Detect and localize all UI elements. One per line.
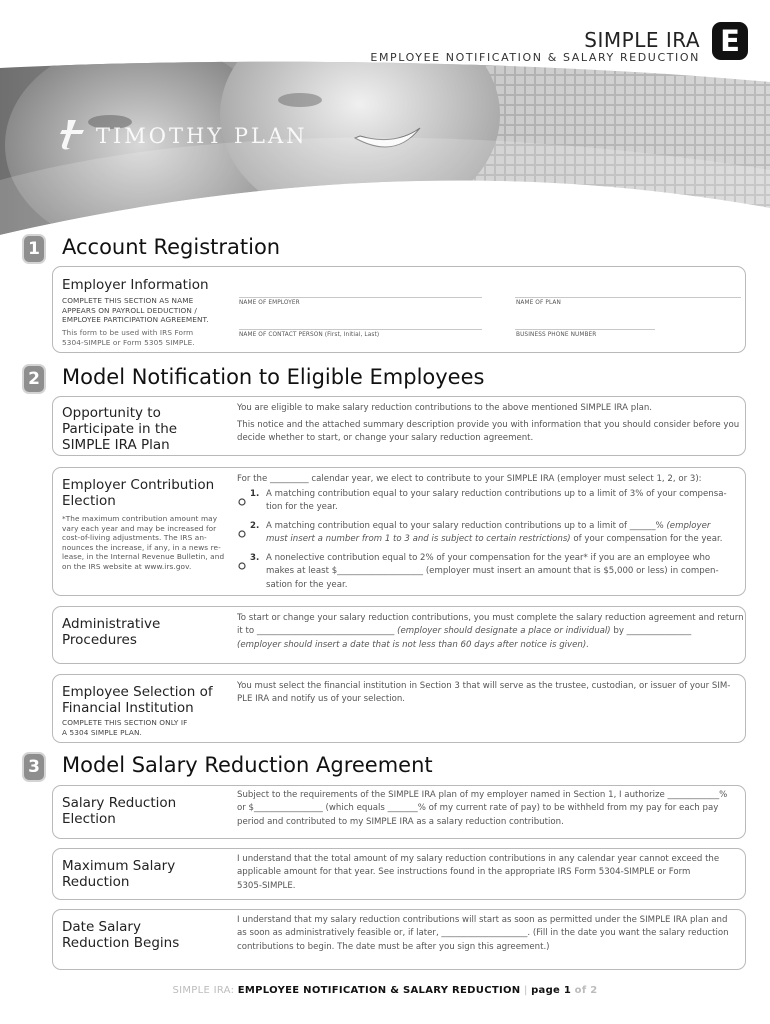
note-line: on the IRS website at www.irs.gov. bbox=[62, 561, 192, 571]
note-line: lease, in the Internal Revenue Bulletin, and bbox=[62, 552, 225, 561]
label-line: Opportunity to bbox=[62, 405, 161, 421]
note-line: 5304-SIMPLE or Form 5305 SIMPLE. bbox=[62, 337, 195, 347]
text-line: Subject to the requirements of the SIMPLE IRA plan of my employer named in Section 1, I authorize ____________% bbox=[237, 790, 728, 800]
label-line: Employee Selection of bbox=[62, 684, 213, 700]
opportunity-text-1: You are eligible to make salary reduction contributions to the above mentioned SIMPLE IRA plan. bbox=[237, 403, 653, 413]
radio-circle-icon bbox=[238, 530, 246, 538]
text-line bbox=[266, 533, 722, 546]
note-line: APPEARS ON PAYROLL DEDUCTION / bbox=[62, 305, 197, 315]
text-line: period and contributed to my SIMPLE IRA as a salary reduction contribution. bbox=[237, 816, 564, 827]
text-line bbox=[237, 625, 744, 638]
salary-reduction-election-label bbox=[62, 795, 176, 827]
label-line: Administrative bbox=[62, 616, 161, 632]
maximum-salary-reduction-label bbox=[62, 858, 175, 890]
text-span: (employer should designate a place or individual) bbox=[397, 626, 611, 637]
text-line: decide whether to start, or change your salary reduction agreement. bbox=[237, 433, 534, 444]
option-2-radio[interactable] bbox=[238, 523, 246, 542]
note-line: COMPLETE THIS SECTION AS NAME bbox=[62, 296, 194, 305]
text-line: This notice and the attached summary description provide you with information that you should consider before you bbox=[237, 420, 740, 430]
note-line: This form to be used with IRS Form bbox=[62, 328, 194, 337]
section-1-number: 1 bbox=[24, 236, 44, 262]
logo-t-icon bbox=[58, 118, 86, 150]
salary-reduction-election-text bbox=[237, 789, 727, 829]
financial-institution-text bbox=[237, 680, 730, 707]
label-line: Participate in the bbox=[62, 421, 178, 437]
business-phone-field[interactable] bbox=[515, 329, 655, 330]
maximum-salary-reduction-box bbox=[52, 848, 746, 900]
employer-name-label: NAME OF EMPLOYER bbox=[239, 300, 300, 306]
employer-information-note bbox=[62, 296, 209, 325]
text-line: (employer should insert a date that is not less than 60 days after notice is given). bbox=[237, 639, 589, 650]
note-line: EMPLOYEE PARTICIPATION AGREEMENT. bbox=[62, 315, 209, 324]
option-1-text bbox=[266, 488, 727, 515]
label-line: Reduction Begins bbox=[62, 935, 180, 951]
text-line: 5305-SIMPLE. bbox=[237, 880, 296, 891]
footer-page-total: of 2 bbox=[574, 985, 598, 996]
text-line: as soon as administratively feasible or, if later, ____________________. (Fill in the date you want the salary reduction bbox=[237, 928, 729, 939]
employer-contribution-label bbox=[62, 477, 214, 509]
footer-prefix: SIMPLE IRA: bbox=[172, 985, 235, 996]
irs-form-note bbox=[62, 328, 195, 347]
text-line: tion for the year. bbox=[266, 502, 338, 513]
text-span: it to ________________________________ bbox=[237, 626, 395, 637]
label-line: Election bbox=[62, 811, 116, 827]
text-line: applicable amount for that year. See instructions found in the appropriate IRS Form 5304-SIMPLE or Form bbox=[237, 867, 691, 878]
administrative-procedures-box bbox=[52, 606, 746, 664]
photo-banner bbox=[0, 60, 770, 235]
label-line: Procedures bbox=[62, 632, 137, 648]
text-line: I understand that the total amount of my salary reduction contributions in any calendar year cannot exceed the bbox=[237, 854, 720, 864]
contact-person-label: NAME OF CONTACT PERSON (First, Initial, Last) bbox=[239, 332, 380, 338]
financial-institution-label bbox=[62, 684, 213, 716]
section-3-title: Model Salary Reduction Agreement bbox=[62, 753, 433, 777]
footer-page: page 1 bbox=[531, 985, 572, 996]
form-title: SIMPLE IRA bbox=[584, 28, 700, 52]
label-line: Salary Reduction bbox=[62, 795, 177, 811]
note-line: vary each year and may be increased for bbox=[62, 523, 217, 533]
date-salary-reduction-begins-box bbox=[52, 909, 746, 970]
employer-information-label: Employer Information bbox=[62, 277, 209, 293]
note-line: A 5304 SIMPLE PLAN. bbox=[62, 727, 142, 737]
radio-circle-icon bbox=[238, 498, 246, 506]
text-span: of your compensation for the year. bbox=[573, 534, 723, 545]
employer-name-field[interactable] bbox=[239, 297, 482, 298]
plan-name-label: NAME OF PLAN bbox=[516, 300, 561, 306]
text-line: I understand that my salary reduction contributions will start as soon as permitted under the SIMPLE IRA plan and bbox=[237, 915, 728, 925]
note-line: *The maximum contribution amount may bbox=[62, 514, 218, 523]
text-line bbox=[266, 520, 722, 533]
opportunity-label bbox=[62, 405, 177, 453]
contact-person-field[interactable] bbox=[239, 329, 482, 330]
footer-separator: | bbox=[523, 985, 528, 996]
section-2-title: Model Notification to Eligible Employees bbox=[62, 365, 485, 389]
financial-institution-note bbox=[62, 718, 187, 737]
text-line: A matching contribution equal to your salary reduction contributions up to a limit of 3% of your compensa- bbox=[266, 489, 727, 499]
text-span: must insert a number from 1 to 3 and is subject to certain restrictions) bbox=[266, 534, 571, 545]
label-line: Date Salary bbox=[62, 919, 141, 935]
option-1-radio[interactable] bbox=[238, 491, 246, 510]
text-line: or $________________ (which equals _______% of my current rate of pay) to be withheld from my pay for each pay bbox=[237, 803, 719, 814]
contribution-intro: For the _________ calendar year, we elect to contribute to your SIMPLE IRA (employer must select 1, 2, or 3): bbox=[237, 474, 702, 484]
maximum-salary-reduction-text bbox=[237, 853, 719, 893]
date-salary-reduction-begins-text bbox=[237, 914, 729, 954]
administrative-procedures-text bbox=[237, 612, 744, 652]
footer-title: EMPLOYEE NOTIFICATION & SALARY REDUCTION bbox=[237, 985, 521, 996]
label-line: Election bbox=[62, 493, 116, 509]
page-footer bbox=[0, 985, 770, 996]
timothy-plan-logo-mark bbox=[58, 118, 86, 150]
label-line: Reduction bbox=[62, 874, 130, 890]
section-2-number: 2 bbox=[24, 366, 44, 392]
label-line: Maximum Salary bbox=[62, 858, 176, 874]
text-span: A matching contribution equal to your salary reduction contributions up to a limit of ______% bbox=[266, 521, 664, 531]
option-3-number: 3. bbox=[250, 553, 260, 563]
form-subtitle: EMPLOYEE NOTIFICATION & SALARY REDUCTION bbox=[370, 51, 700, 64]
option-3-text bbox=[266, 552, 719, 592]
opportunity-text-2 bbox=[237, 419, 739, 446]
option-1-number: 1. bbox=[250, 489, 260, 499]
label-line: SIMPLE IRA Plan bbox=[62, 437, 170, 453]
text-line: contributions to begin. The date must be after you sign this agreement.) bbox=[237, 941, 550, 952]
financial-institution-box bbox=[52, 674, 746, 743]
radio-circle-icon bbox=[238, 562, 246, 570]
label-line: Financial Institution bbox=[62, 700, 194, 716]
text-span: (employer bbox=[666, 521, 711, 531]
text-span: by _______________ bbox=[613, 626, 692, 637]
salary-reduction-election-box bbox=[52, 785, 746, 839]
text-line: makes at least $____________________ (employer must insert an amount that is $5,000 or less) in compen- bbox=[266, 566, 719, 577]
timothy-plan-logo-text: TIMOTHY PLAN bbox=[96, 124, 308, 148]
text-line: To start or change your salary reduction contributions, you must complete the salary reduction agreement and return bbox=[237, 613, 744, 623]
label-line: Employer Contribution bbox=[62, 477, 215, 493]
note-line: nounces the increase, if any, in a news re- bbox=[62, 542, 221, 552]
max-contribution-note bbox=[62, 514, 224, 571]
employer-information-box bbox=[52, 266, 746, 353]
date-salary-reduction-begins-label bbox=[62, 919, 179, 951]
note-line: COMPLETE THIS SECTION ONLY IF bbox=[62, 718, 188, 727]
plan-name-field[interactable] bbox=[515, 297, 741, 298]
administrative-procedures-label bbox=[62, 616, 160, 648]
section-3-number: 3 bbox=[24, 754, 44, 780]
note-line: cost-of-living adjustments. The IRS an- bbox=[62, 533, 207, 542]
option-3-radio[interactable] bbox=[238, 555, 246, 574]
section-1-title: Account Registration bbox=[62, 235, 281, 259]
form-letter-badge: E bbox=[712, 22, 748, 60]
text-line: sation for the year. bbox=[266, 579, 348, 590]
employer-contribution-box bbox=[52, 467, 746, 596]
text-line: You must select the financial institution in Section 3 that will serve as the trustee, custodian, or issuer of your SIM- bbox=[237, 681, 731, 691]
text-line: A nonelective contribution equal to 2% of your compensation for the year* if you are an employee who bbox=[266, 553, 711, 563]
text-line: PLE IRA and notify us of your selection. bbox=[237, 694, 406, 705]
business-phone-label: BUSINESS PHONE NUMBER bbox=[516, 332, 597, 338]
option-2-number: 2. bbox=[250, 521, 260, 531]
option-2-text bbox=[266, 520, 722, 547]
opportunity-box bbox=[52, 396, 746, 456]
